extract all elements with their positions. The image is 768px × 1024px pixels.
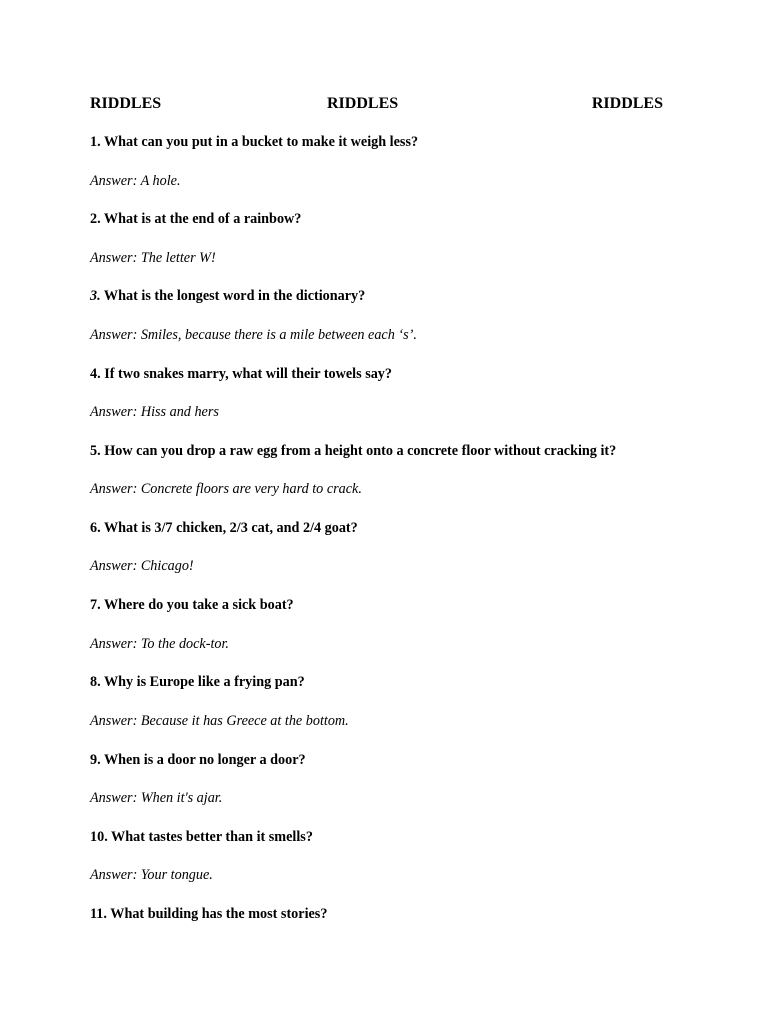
riddle-question-text: When is a door no longer a door? bbox=[103, 751, 306, 768]
riddle-answer: Answer: Concrete floors are very hard to crack. bbox=[90, 481, 362, 498]
riddle-item bbox=[90, 209, 730, 286]
riddle-item bbox=[90, 364, 730, 441]
riddle-item bbox=[90, 132, 730, 209]
riddle-question-text: What tastes better than it smells? bbox=[111, 828, 313, 845]
heading-right: RIDDLES bbox=[591, 95, 663, 112]
riddle-question bbox=[90, 595, 294, 615]
riddle-question bbox=[90, 286, 365, 306]
riddle-number: 11. bbox=[90, 905, 107, 922]
riddle-question-text: Where do you take a sick boat? bbox=[103, 597, 294, 614]
riddle-answer: Answer: Chicago! bbox=[90, 558, 194, 575]
riddle-answer: Answer: When it's ajar. bbox=[90, 790, 223, 806]
riddle-question bbox=[90, 209, 301, 229]
heading-left: RIDDLES bbox=[90, 95, 162, 112]
riddle-answer: Answer: Because it has Greece at the bottom. bbox=[90, 712, 349, 729]
riddle-number: 8. bbox=[90, 674, 101, 691]
riddle-answer: Answer: To the dock-tor. bbox=[90, 635, 229, 652]
riddle-question bbox=[90, 672, 305, 692]
riddle-question-text: What can you put in a bucket to make it weigh less? bbox=[103, 134, 419, 150]
riddle-answer: Answer: Smiles, because there is a mile between each ‘s’. bbox=[90, 326, 417, 343]
riddle-question-text: What is 3/7 chicken, 2/3 cat, and 2/4 goat? bbox=[103, 519, 358, 536]
riddle-number: 3. bbox=[90, 288, 101, 305]
riddle-question bbox=[90, 750, 306, 770]
riddle-item bbox=[90, 904, 730, 981]
riddle-number: 2. bbox=[90, 211, 101, 228]
riddle-number: 5. bbox=[90, 442, 101, 459]
riddle-item bbox=[90, 750, 730, 827]
riddle-question-text: If two snakes marry, what will their towels say? bbox=[104, 365, 392, 382]
riddle-question bbox=[90, 441, 616, 461]
heading-row bbox=[90, 93, 663, 115]
riddle-number: 6. bbox=[90, 519, 101, 536]
riddle-item bbox=[90, 518, 730, 595]
riddle-number: 10. bbox=[90, 828, 108, 845]
riddle-question bbox=[90, 904, 327, 924]
riddle-answer: Answer: Hiss and hers bbox=[90, 404, 219, 421]
riddle-question bbox=[90, 827, 313, 847]
riddle-number: 4. bbox=[90, 365, 101, 382]
riddle-answer: Answer: A hole. bbox=[90, 172, 181, 189]
riddle-item bbox=[90, 441, 730, 518]
riddle-item bbox=[90, 286, 730, 363]
riddle-number: 9. bbox=[90, 751, 101, 768]
riddle-answer: Answer: The letter W! bbox=[90, 249, 216, 266]
riddle-item bbox=[90, 827, 730, 904]
riddle-question bbox=[90, 518, 358, 538]
riddle-question-text: What is at the end of a rainbow? bbox=[100, 211, 302, 228]
riddle-question bbox=[90, 364, 392, 384]
riddle-answer: Answer: Your tongue. bbox=[90, 867, 213, 884]
riddle-item bbox=[90, 672, 730, 749]
riddle-number: 7. bbox=[90, 597, 101, 614]
riddle-item bbox=[90, 595, 730, 672]
riddle-list bbox=[90, 132, 730, 981]
riddle-question-text: What is the longest word in the dictionary? bbox=[100, 288, 366, 305]
riddle-question bbox=[90, 132, 418, 152]
riddle-number: 1. bbox=[90, 134, 101, 150]
riddle-question-text: Why is Europe like a frying pan? bbox=[103, 674, 305, 691]
heading-center: RIDDLES bbox=[327, 95, 399, 112]
riddle-question-text: What building has the most stories? bbox=[110, 905, 328, 922]
riddle-question-text: How can you drop a raw egg from a height onto a concrete floor without cracking it? bbox=[104, 442, 617, 459]
